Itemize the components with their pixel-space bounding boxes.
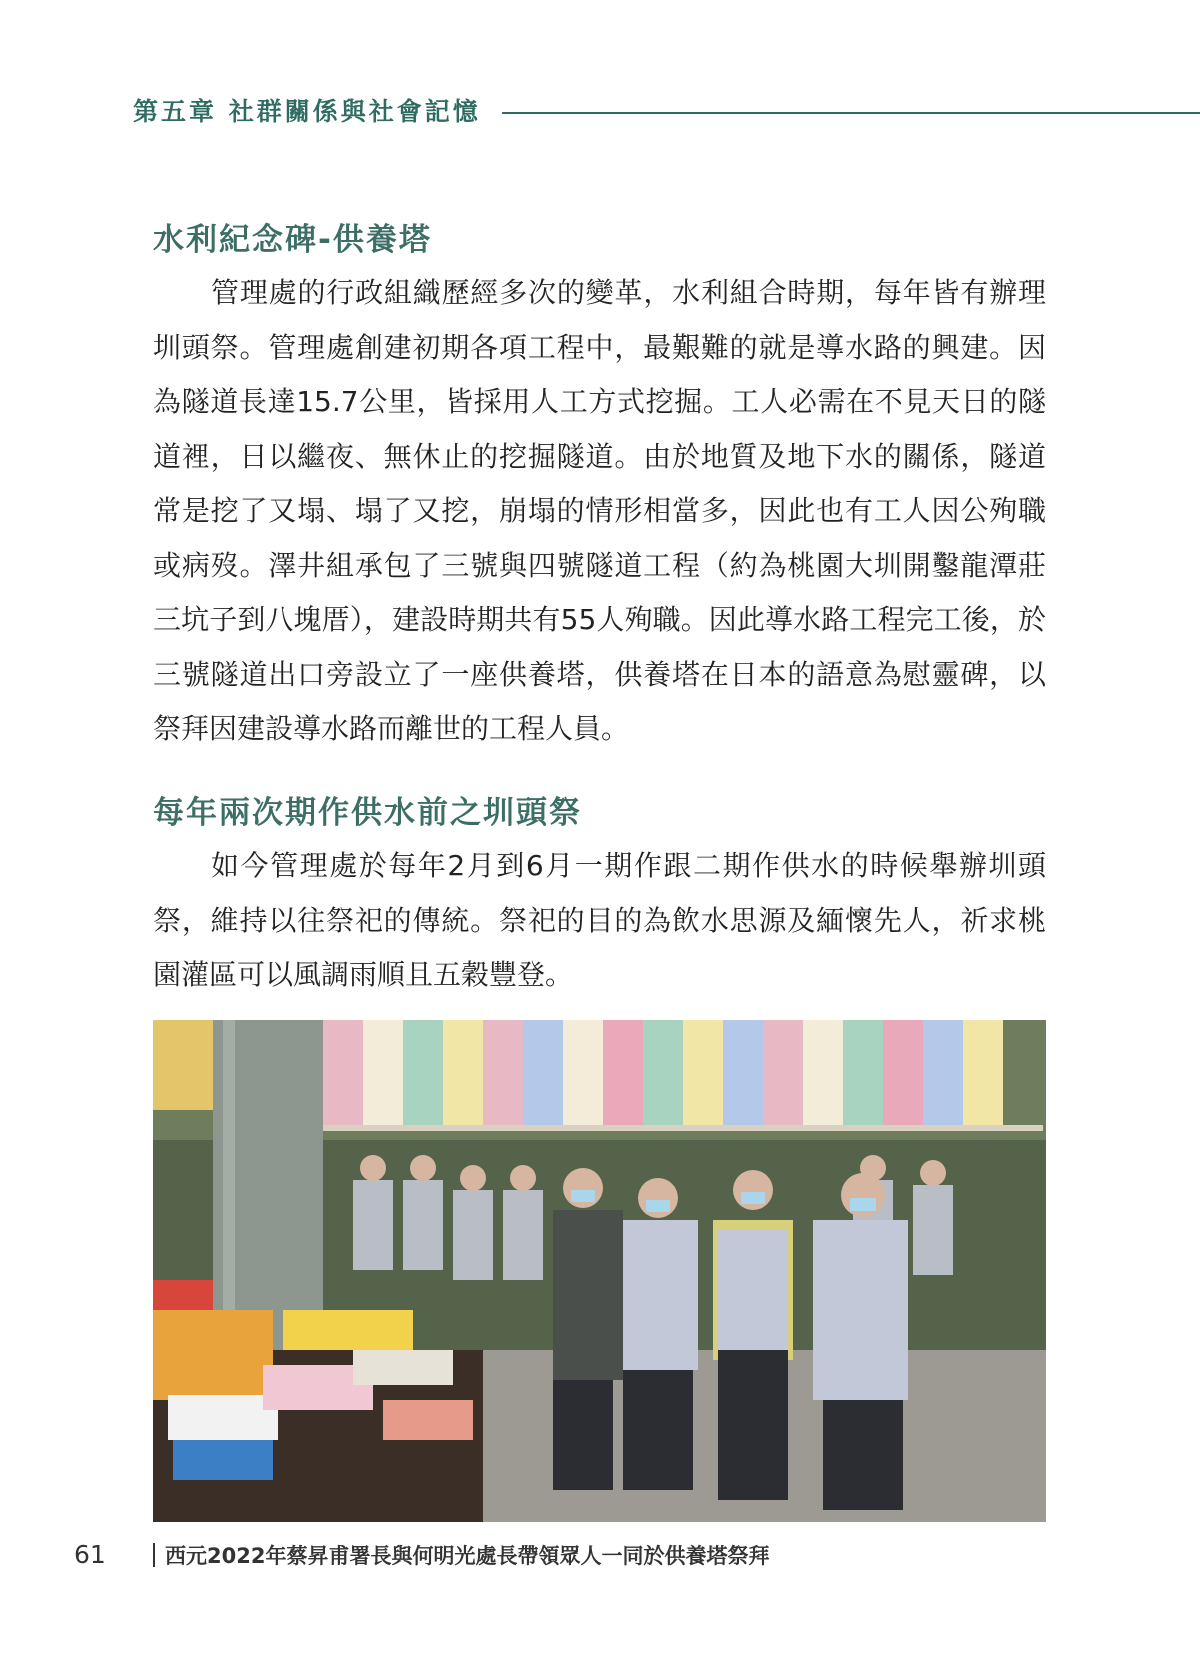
section-title-ceremony: 每年兩次期作供水前之圳頭祭 (153, 795, 582, 831)
caption-text: 西元2022年蔡昇甫署長與何明光處長帶領眾人一同於供養塔祭拜 (165, 1544, 770, 1568)
caption-bar (153, 1543, 155, 1567)
page-number: 61 (74, 1540, 106, 1569)
section-title-memorial: 水利紀念碑-供養塔 (153, 222, 432, 258)
ceremony-photo (153, 1020, 1046, 1522)
figure-caption (153, 1540, 769, 1570)
paragraph-memorial: 管理處的行政組織歷經多次的變革，水利組合時期，每年皆有辦理圳頭祭。管理處創建初期各項工程中，最艱難的就是導水路的興建。因為隧道長達15.7公里，皆採用人工方式挖掘。工人必需在不見天日的隧道裡，日以繼夜、無休止的挖掘隧道。由於地質及地下水的關係，隧道常是挖了又塌、塌了又挖，崩塌的情形相當多，因此也有工人因公殉職或病歿。澤井組承包了三號與四號隧道工程（約為桃園大圳開鑿龍潭莊三坑子到八塊厝），建設時期共有55人殉職。因此導水路工程完工後，於三號隧道出口旁設立了一座供養塔，供養塔在日本的語意為慰靈碑，以祭拜因建設導水路而離世的工程人員。 (153, 276, 1046, 745)
running-head: 第五章 社群關係與社會記憶 (133, 97, 481, 126)
paragraph-ceremony: 如今管理處於每年2月到6月一期作跟二期作供水的時候舉辦圳頭祭，維持以往祭祀的傳統。祭祀的目的為飲水思源及緬懷先人，祈求桃園灌區可以風調雨順且五穀豐登。 (153, 849, 1046, 991)
canopy-stripes (323, 1020, 1003, 1130)
ceremony-photo-illustration (153, 1020, 1046, 1522)
header-rule (502, 112, 1200, 114)
